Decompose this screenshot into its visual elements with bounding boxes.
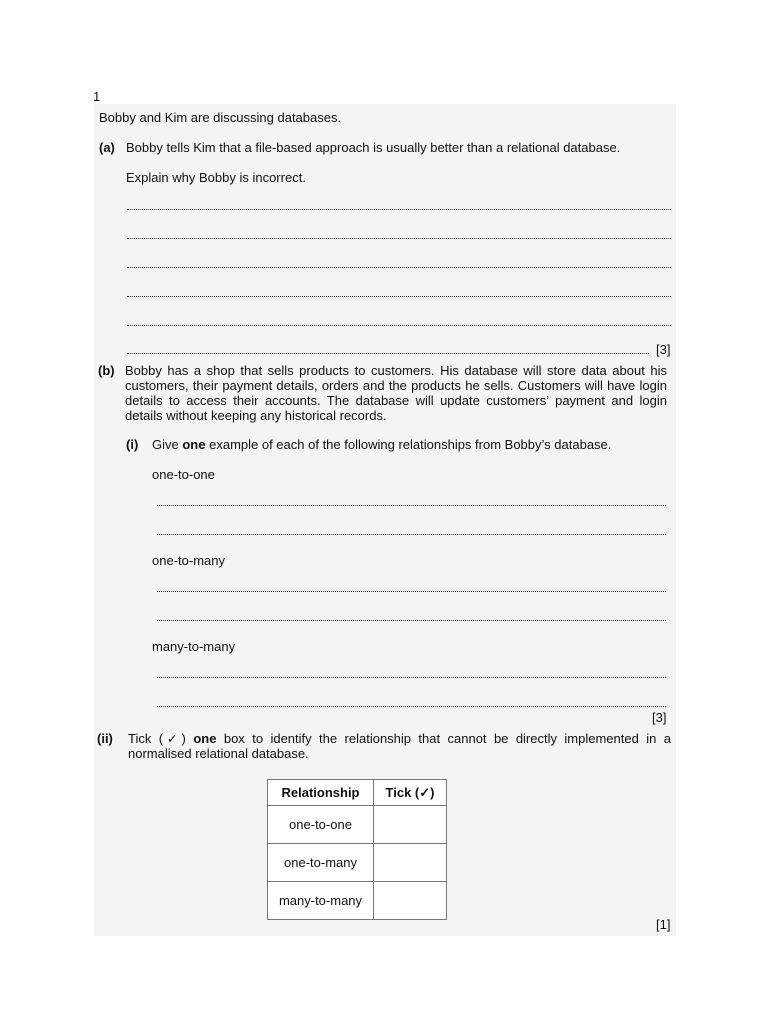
answer-line-a-1[interactable]	[127, 199, 671, 210]
relationship-tick-table	[267, 779, 447, 920]
answer-line-a-6[interactable]	[127, 343, 649, 354]
relationship-label-one-to-many: one-to-many	[152, 553, 225, 568]
part-b-label: (b)	[98, 363, 115, 378]
part-a-statement: Bobby tells Kim that a file-based approach is usually better than a relational database.	[126, 140, 621, 155]
answer-line-one-to-one-1[interactable]	[157, 495, 666, 506]
row-relationship-one-to-one: one-to-one	[268, 806, 374, 844]
sub-i-question	[152, 437, 611, 452]
relationship-label-one-to-one: one-to-one	[152, 467, 215, 482]
answer-line-a-5[interactable]	[127, 315, 671, 326]
sub-ii-text-before: Tick (✓)	[128, 731, 186, 746]
answer-line-many-to-many-2[interactable]	[157, 696, 666, 707]
header-tick: Tick (✓)	[374, 780, 447, 806]
answer-line-one-to-many-2[interactable]	[157, 610, 666, 621]
sub-i-text-before: Give	[152, 437, 179, 452]
relationship-label-many-to-many: many-to-many	[152, 639, 236, 654]
tick-box-many-to-many[interactable]	[374, 882, 447, 920]
answer-line-one-to-many-1[interactable]	[157, 581, 666, 592]
part-a-marks: [3]	[656, 342, 671, 357]
sub-i-text-bold: one	[182, 437, 206, 452]
answer-line-a-2[interactable]	[127, 228, 671, 239]
part-b-scenario: Bobby has a shop that sells products to customers. His database will store data about his customers, their payment details, orders and the products he sells. Customers will have login details to access their accounts. The database will update customers’ payment and login details without keeping any historical records.	[125, 363, 667, 423]
table-row	[268, 882, 447, 920]
sub-ii-marks: [1]	[656, 917, 671, 932]
answer-line-a-4[interactable]	[127, 286, 671, 297]
row-relationship-many-to-many: many-to-many	[268, 882, 374, 920]
tick-box-one-to-one[interactable]	[374, 806, 447, 844]
header-relationship: Relationship	[268, 780, 374, 806]
answer-line-one-to-one-2[interactable]	[157, 524, 666, 535]
sub-ii-text-bold: one	[193, 731, 217, 746]
part-a-label: (a)	[99, 140, 115, 155]
sub-ii-question	[128, 731, 671, 761]
table-header-row	[268, 780, 447, 806]
tick-box-one-to-many[interactable]	[374, 844, 447, 882]
row-relationship-one-to-many: one-to-many	[268, 844, 374, 882]
part-a-instruction: Explain why Bobby is incorrect.	[126, 170, 306, 185]
sub-i-label: (i)	[126, 437, 139, 452]
sub-ii-label: (ii)	[97, 731, 113, 746]
sub-ii-text-after: box to identify the relationship that cannot be directly implemented in a normalised relational database.	[128, 731, 671, 761]
table-row	[268, 844, 447, 882]
sub-i-text-after: example of each of the following relationships from Bobby’s database.	[209, 437, 612, 452]
sub-i-marks: [3]	[652, 710, 667, 725]
question-number: 1	[93, 89, 101, 104]
answer-line-many-to-many-1[interactable]	[157, 667, 666, 678]
intro-text: Bobby and Kim are discussing databases.	[99, 110, 342, 125]
table-row	[268, 806, 447, 844]
answer-line-a-3[interactable]	[127, 257, 671, 268]
